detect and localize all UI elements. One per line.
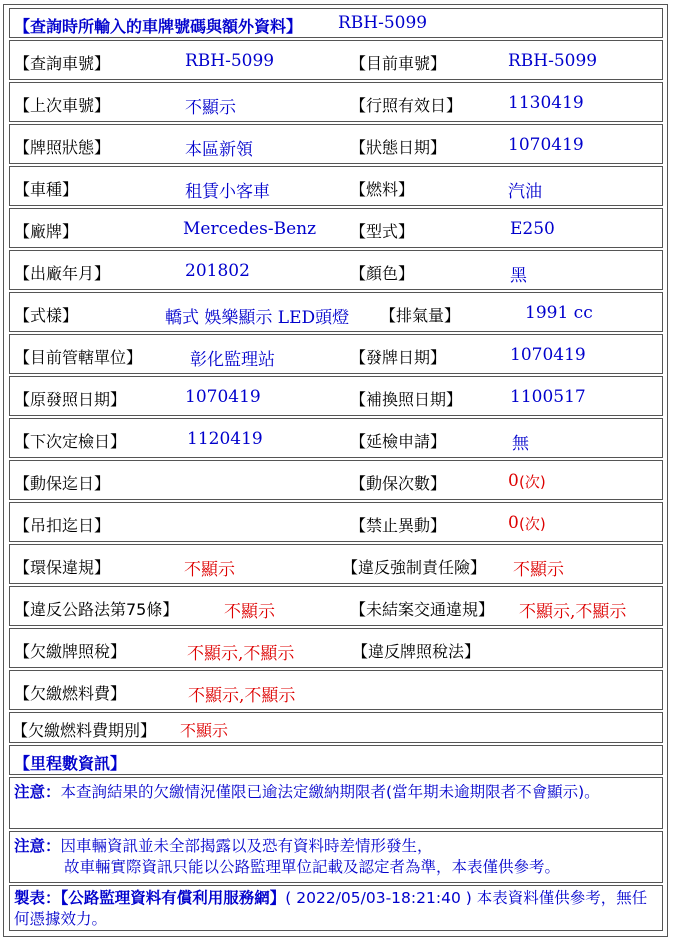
info-row xyxy=(9,334,663,374)
field-value: 1130419 xyxy=(508,93,584,113)
fuel-period-label: 【欠繳燃料費期別】 xyxy=(12,721,157,740)
field-value: 租賃小客車 xyxy=(185,182,270,202)
field-label: 【式樣】 xyxy=(14,306,79,325)
field-value: E250 xyxy=(510,219,555,239)
field-label: 【未結案交通違規】 xyxy=(350,600,495,619)
field-value: 轎式 娛樂顯示 LED頭燈 xyxy=(165,308,350,328)
note2-line2: 故車輛實際資訊只能以公路監理單位記載及認定者為準，本表僅供參考。 xyxy=(64,858,561,876)
field-value: 1070419 xyxy=(185,387,261,407)
note1-label: 注意： xyxy=(14,783,61,801)
footer-row xyxy=(9,885,663,931)
count-unit: (次) xyxy=(519,473,546,491)
info-row xyxy=(9,376,663,416)
field-label: 【環保違規】 xyxy=(14,558,111,577)
field-label: 【下次定檢日】 xyxy=(14,432,127,451)
info-row xyxy=(9,544,663,584)
note1-text xyxy=(14,782,658,803)
info-row xyxy=(9,208,663,248)
field-label: 【狀態日期】 xyxy=(350,138,447,157)
field-value: Mercedes-Benz xyxy=(183,219,317,239)
field-value: RBH-5099 xyxy=(185,51,275,71)
field-label: 【違反公路法第75條】 xyxy=(14,600,179,619)
note2-text xyxy=(14,836,658,878)
field-label: 【延檢申請】 xyxy=(350,432,447,451)
field-label: 【補換照日期】 xyxy=(350,390,463,409)
field-value: 彰化監理站 xyxy=(190,350,275,370)
field-label: 【欠繳燃料費】 xyxy=(14,684,127,703)
footer-body: ( 2022/05/03-18:21:40 ) 本表資料僅供參考，無任何憑據效力。 xyxy=(14,889,648,928)
field-value: 不顯示 xyxy=(513,560,564,580)
footer-text xyxy=(14,888,658,930)
field-value: 不顯示 xyxy=(184,560,235,580)
info-row xyxy=(9,124,663,164)
field-label: 【發牌日期】 xyxy=(350,348,447,367)
field-value: 不顯示,不顯示 xyxy=(187,644,295,664)
count-unit: (次) xyxy=(519,515,546,533)
field-value: 1070419 xyxy=(510,345,586,365)
field-label: 【欠繳牌照稅】 xyxy=(14,642,127,661)
note2-line1: 因車輛資訊並未全部揭露以及恐有資料時差情形發生， xyxy=(60,837,433,855)
footer-label: 製表： xyxy=(14,889,61,907)
field-label: 【排氣量】 xyxy=(380,306,461,325)
info-row xyxy=(9,418,663,458)
field-label: 【目前管轄單位】 xyxy=(14,348,143,367)
field-value: 0 xyxy=(508,471,519,491)
field-value: 不顯示 xyxy=(185,98,236,118)
field-label: 【車種】 xyxy=(14,180,79,199)
mileage-row xyxy=(9,745,663,775)
field-label: 【吊扣迄日】 xyxy=(14,516,111,535)
field-value: 本區新領 xyxy=(185,140,253,160)
info-row xyxy=(9,250,663,290)
info-row xyxy=(9,502,663,542)
mileage-label: 【里程數資訊】 xyxy=(14,754,127,773)
field-value: 不顯示,不顯示 xyxy=(519,602,627,622)
fuel-period-row xyxy=(9,712,663,743)
field-value: 201802 xyxy=(185,261,250,281)
report-title-label: 【查詢時所輸入的車牌號碼與額外資料】 xyxy=(14,17,303,36)
info-row xyxy=(9,670,663,710)
field-label: 【顏色】 xyxy=(350,264,415,283)
field-label: 【上次車號】 xyxy=(14,96,111,115)
field-label: 【原發照日期】 xyxy=(14,390,127,409)
field-label: 【目前車號】 xyxy=(350,54,447,73)
note2-label: 注意： xyxy=(14,837,61,855)
field-label: 【動保次數】 xyxy=(350,474,447,493)
note1-row xyxy=(9,777,663,829)
field-value: 黑 xyxy=(510,266,527,286)
field-value: 汽油 xyxy=(508,182,542,202)
info-row xyxy=(9,40,663,80)
field-value: RBH-5099 xyxy=(508,51,598,71)
report-title-plate: RBH-5099 xyxy=(338,13,428,33)
field-label: 【燃料】 xyxy=(350,180,415,199)
report-title-row xyxy=(9,8,663,38)
field-value: 無 xyxy=(512,434,529,454)
field-label: 【出廠年月】 xyxy=(14,264,111,283)
field-label: 【查詢車號】 xyxy=(14,54,111,73)
field-label: 【違反強制責任險】 xyxy=(342,558,487,577)
fuel-period-value: 不顯示 xyxy=(180,721,229,740)
info-row xyxy=(9,628,663,668)
field-label: 【型式】 xyxy=(350,222,415,241)
field-value: 1100517 xyxy=(510,387,586,407)
field-value: 0 xyxy=(508,513,519,533)
note2-row xyxy=(9,831,663,883)
field-label: 【動保迄日】 xyxy=(14,474,111,493)
info-row xyxy=(9,586,663,626)
field-value: 不顯示 xyxy=(224,602,275,622)
field-label: 【牌照狀態】 xyxy=(14,138,111,157)
field-label: 【違反牌照稅法】 xyxy=(352,642,481,661)
field-label: 【廠牌】 xyxy=(14,222,79,241)
info-row xyxy=(9,292,663,332)
info-row xyxy=(9,166,663,206)
footer-source: 【公路監理資料有償利用服務網】 xyxy=(60,889,286,907)
field-value: 1120419 xyxy=(187,429,263,449)
note1-body: 本查詢結果的欠繳情況僅限已逾法定繳納期限者(當年期未逾期限者不會顯示)。 xyxy=(60,783,600,801)
info-row xyxy=(9,460,663,500)
vehicle-report-table xyxy=(3,4,668,937)
field-label: 【行照有效日】 xyxy=(350,96,463,115)
field-label: 【禁止異動】 xyxy=(350,516,447,535)
field-value: 1991 cc xyxy=(525,303,593,323)
info-row xyxy=(9,82,663,122)
field-value: 不顯示,不顯示 xyxy=(188,686,296,706)
field-value: 1070419 xyxy=(508,135,584,155)
